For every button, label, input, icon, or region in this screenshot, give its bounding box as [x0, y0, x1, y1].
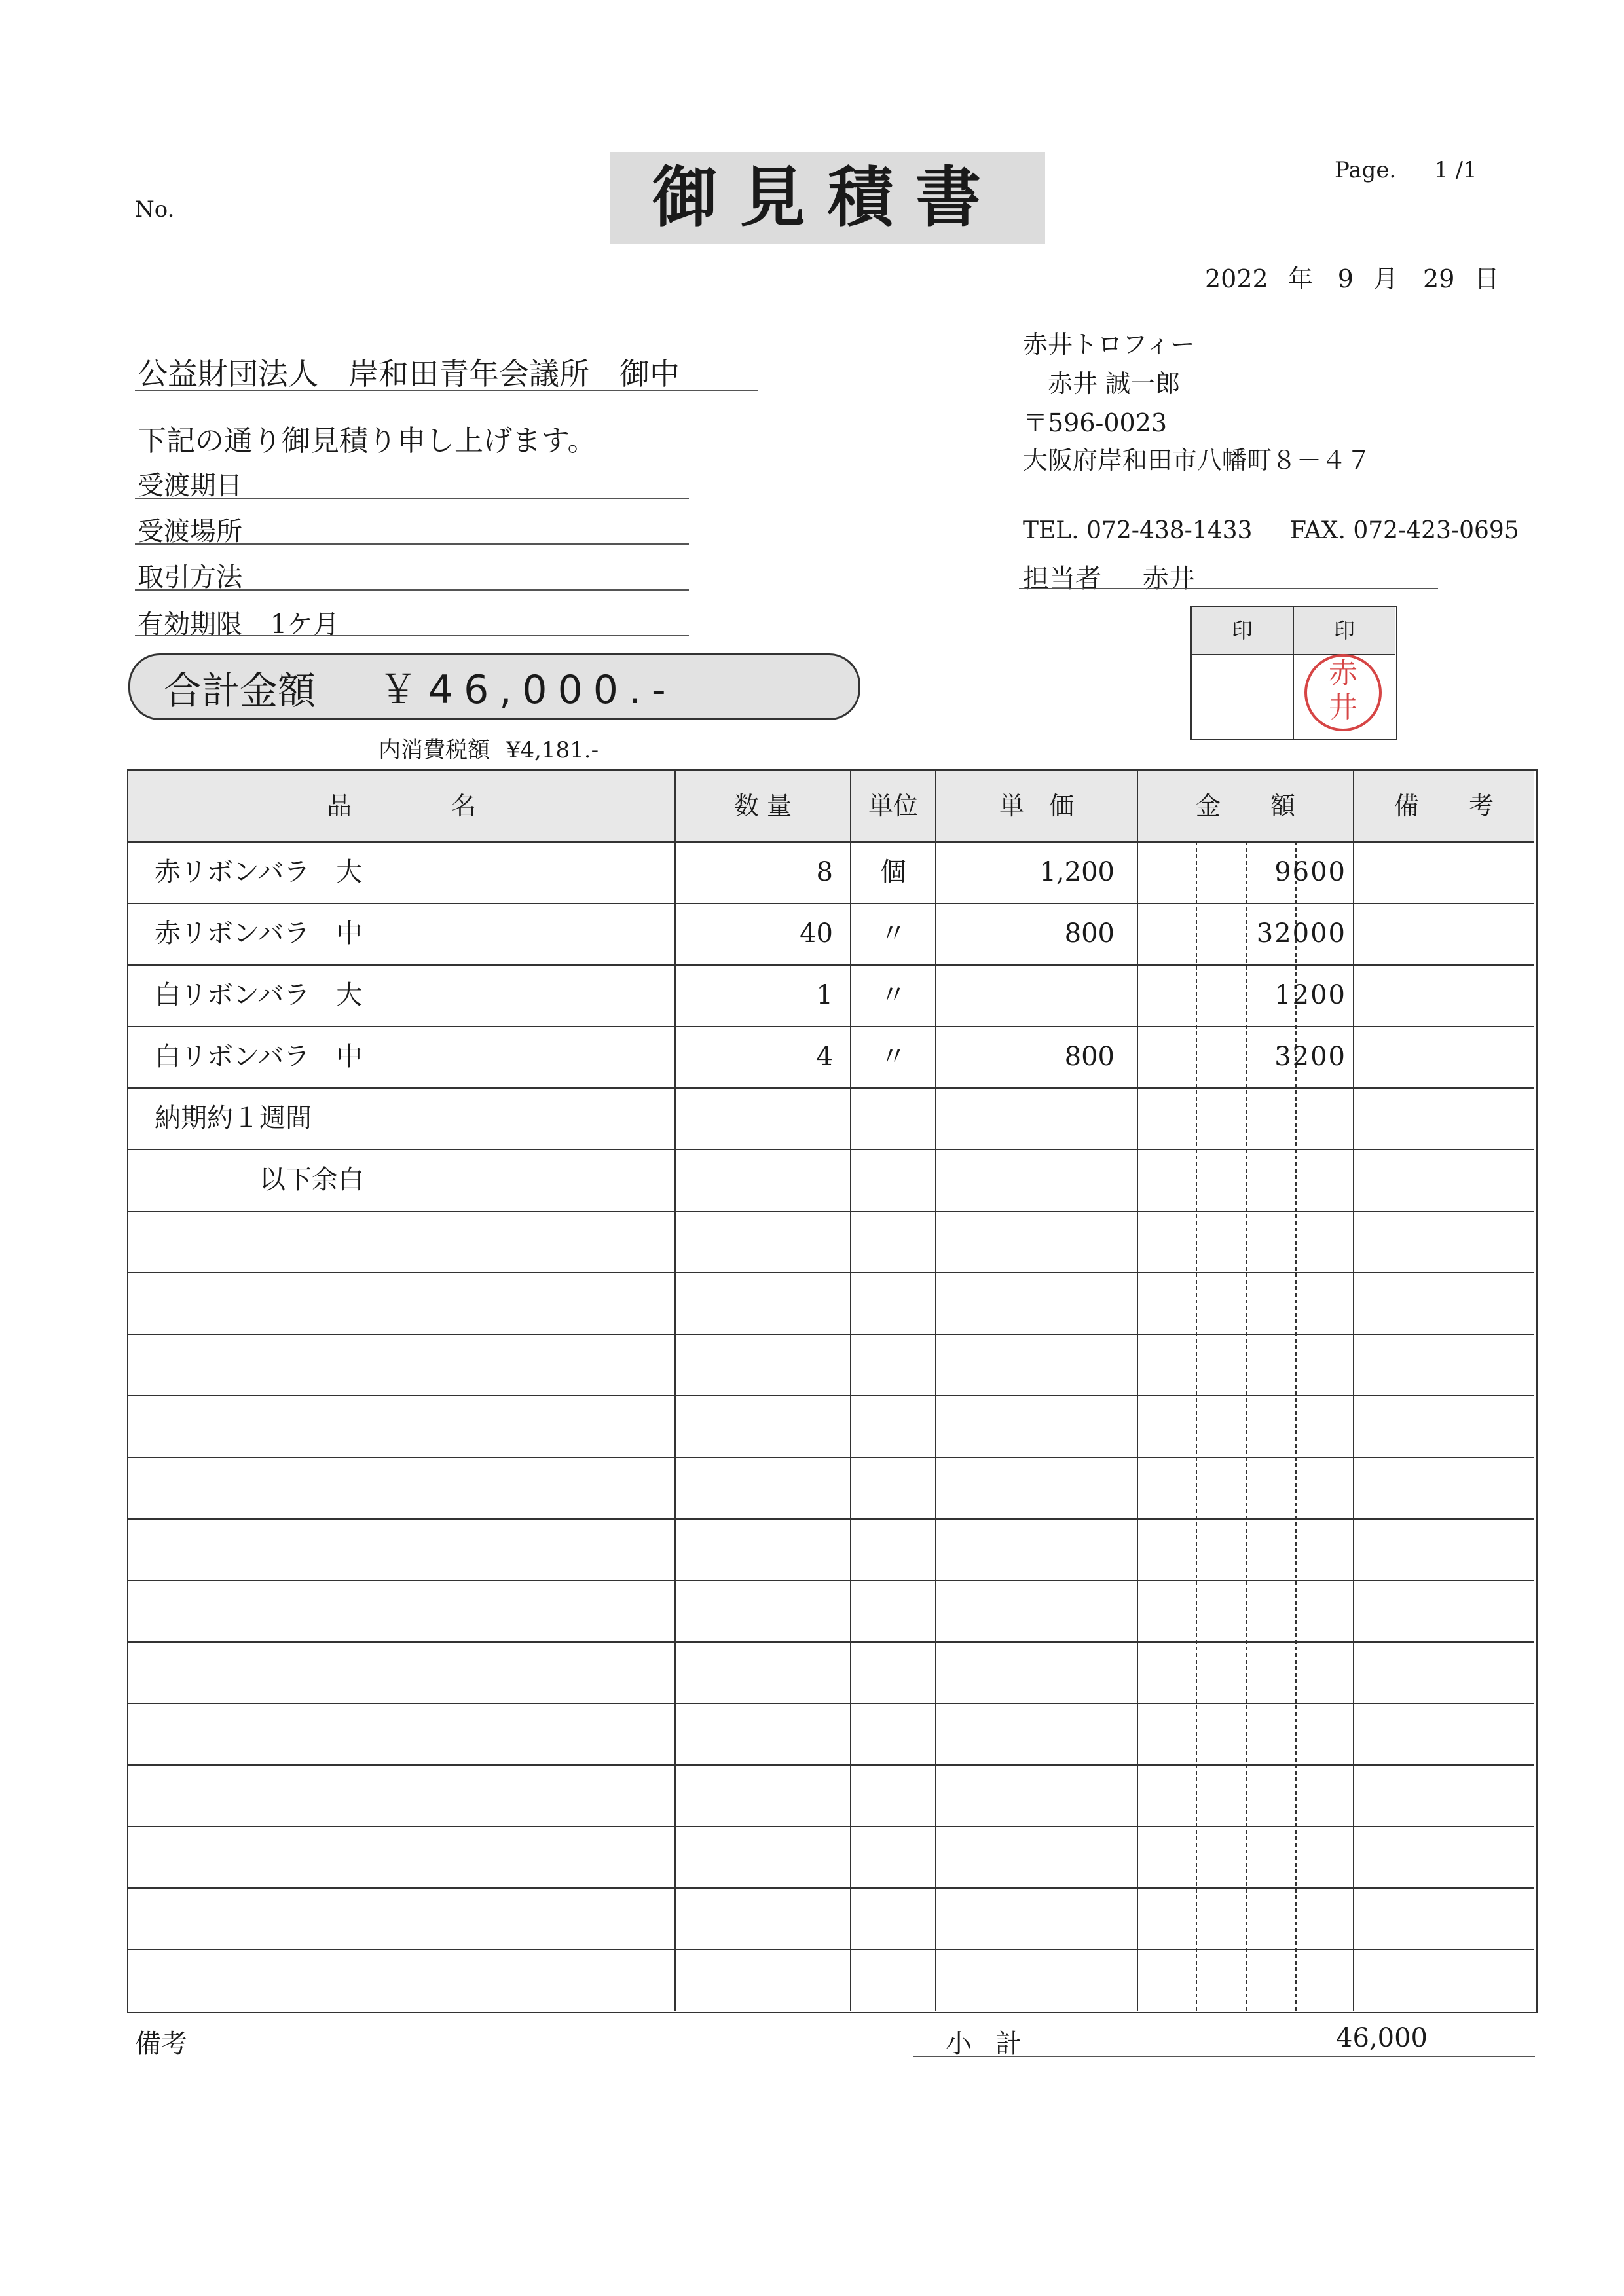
item-quantity: 40	[800, 919, 833, 949]
item-name: 赤リボンバラ 大	[155, 857, 363, 887]
header-unit-price: 単 価	[999, 792, 1074, 820]
header-remarks: 備 考	[1393, 792, 1494, 820]
condition-underline	[135, 589, 689, 591]
item-amount	[1139, 1087, 1346, 1149]
header-amount: 金 額	[1195, 792, 1295, 820]
recipient-name: 公益財団法人 岸和田青年会議所 御中	[138, 356, 680, 392]
intro-text: 下記の通り御見積り申し上げます。	[138, 424, 597, 458]
stamp-cell-left	[1192, 655, 1293, 739]
item-unit	[851, 1087, 935, 1149]
recipient-underline	[135, 390, 758, 391]
staff-label: 担当者	[1023, 564, 1101, 594]
item-name: 以下余白	[155, 1165, 364, 1195]
row-divider	[128, 1826, 1534, 1827]
condition-label: 受渡期日	[138, 471, 242, 501]
condition-value: 1ケ月	[270, 610, 340, 640]
company-address: 大阪府岸和田市八幡町８－４７	[1023, 446, 1372, 475]
item-name: 白リボンバラ 大	[155, 980, 363, 1010]
item-unit-price	[943, 964, 1115, 1026]
item-quantity: 8	[816, 857, 833, 887]
condition-delivery-place	[138, 511, 242, 548]
item-unit: 〃	[880, 919, 906, 949]
item-amount: 32000	[1256, 919, 1346, 949]
company-fax: FAX. 072-423-0695	[1290, 517, 1519, 544]
item-unit-price: 1,200	[1039, 857, 1115, 887]
company-person: 赤井 誠一郎	[1048, 369, 1181, 398]
total-amount-label: 合計金額	[164, 668, 316, 713]
item-unit: 〃	[880, 1042, 906, 1072]
header-item-name: 品 名	[326, 792, 476, 820]
stamp-header-right: 印	[1294, 607, 1395, 655]
seal-char-top: 赤	[1329, 657, 1357, 690]
tax-label: 内消費税額	[378, 737, 490, 763]
item-quantity: 1	[816, 980, 833, 1010]
subtotal-value: 46,000	[1336, 2023, 1428, 2053]
row-divider	[128, 1703, 1534, 1704]
condition-label: 受渡場所	[138, 517, 242, 547]
item-name: 赤リボンバラ 中	[155, 919, 363, 949]
item-amount	[1139, 1149, 1346, 1211]
remarks-label: 備考	[135, 2029, 187, 2059]
column-divider	[674, 771, 676, 2011]
condition-label: 取引方法	[138, 562, 242, 592]
company-tel: TEL. 072-438-1433	[1023, 517, 1253, 544]
row-divider	[128, 1211, 1534, 1212]
item-amount: 1200	[1274, 980, 1346, 1010]
row-divider	[128, 1949, 1534, 1950]
item-unit-price: 800	[1064, 919, 1115, 949]
issue-date: 2022 年 9 月 29 日	[1205, 264, 1500, 293]
tax-amount	[378, 732, 599, 764]
total-amount-value: ￥46,000.-	[378, 667, 676, 713]
row-divider	[128, 1395, 1534, 1396]
condition-underline	[135, 498, 689, 499]
tax-value: ¥4,181.-	[506, 737, 599, 763]
condition-label: 有効期限	[138, 610, 242, 640]
company-postal: 〒596-0023	[1023, 409, 1168, 437]
document-title: 御見積書	[652, 159, 1003, 236]
row-divider	[128, 1887, 1534, 1889]
row-divider	[128, 1334, 1534, 1335]
item-unit-price	[943, 1149, 1115, 1211]
item-unit-price	[943, 1087, 1115, 1149]
seal-char-bottom: 井	[1329, 691, 1357, 724]
column-divider	[935, 771, 936, 2011]
item-quantity: 4	[816, 1042, 833, 1072]
item-amount: 3200	[1274, 1042, 1346, 1072]
header-quantity: 数 量	[733, 792, 792, 820]
item-amount: 9600	[1274, 857, 1346, 887]
item-unit: 〃	[880, 980, 906, 1010]
staff	[1023, 558, 1195, 595]
condition-payment-method	[138, 556, 242, 594]
company-name: 赤井トロフィー	[1023, 330, 1195, 359]
row-divider	[128, 1457, 1534, 1458]
header-unit: 単位	[868, 792, 918, 820]
condition-underline	[135, 635, 689, 636]
condition-underline	[135, 543, 689, 545]
item-name: 白リボンバラ 中	[155, 1042, 363, 1072]
staff-underline	[1019, 588, 1438, 589]
condition-delivery-date	[138, 465, 242, 502]
stamp-header-left: 印	[1192, 607, 1293, 655]
column-divider	[1137, 771, 1138, 2011]
item-unit	[851, 1149, 935, 1211]
row-divider	[128, 1518, 1534, 1520]
subtotal-label: 小計	[946, 2029, 1045, 2059]
number-label: No.	[135, 196, 175, 223]
page-label: Page.	[1335, 157, 1397, 183]
page-number: 1 /1	[1434, 157, 1477, 183]
row-divider	[128, 1764, 1534, 1766]
staff-name: 赤井	[1142, 564, 1195, 594]
column-divider	[1353, 771, 1354, 2011]
subtotal-underline	[913, 2056, 1535, 2057]
row-divider	[128, 1272, 1534, 1273]
red-seal-stamp	[1304, 654, 1382, 731]
item-quantity	[681, 1087, 833, 1149]
row-divider	[128, 1641, 1534, 1643]
row-divider	[128, 1580, 1534, 1581]
item-name: 納期約１週間	[155, 1103, 312, 1133]
item-quantity	[681, 1149, 833, 1211]
item-unit-price: 800	[1064, 1042, 1115, 1072]
item-unit: 個	[880, 857, 906, 887]
